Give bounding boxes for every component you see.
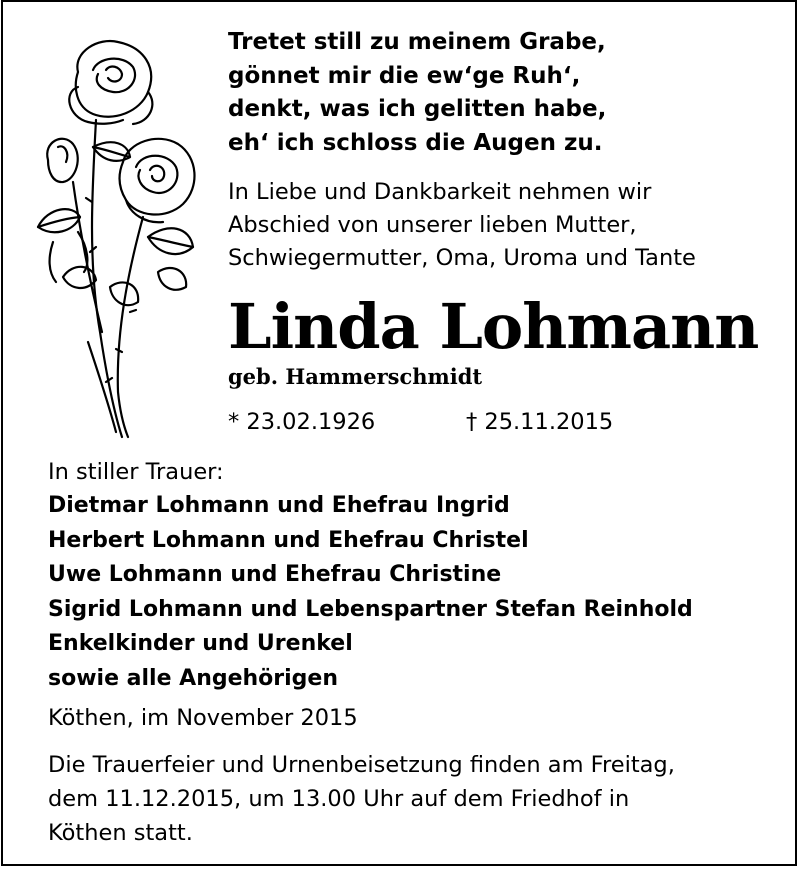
intro-line: Abschied von unserer lieben Mutter, [228,212,637,238]
mourner-entry: Uwe Lohmann und Ehefrau Christine [48,562,502,588]
mourner-entry: Enkelkinder und Urenkel [48,631,353,657]
poem [228,26,606,160]
mourning-heading: In stiller Trauer: [48,459,224,485]
mourner-entry: sowie alle Angehörigen [48,665,339,691]
mourner-entry: Herbert Lohmann und Ehefrau Christel [48,527,529,553]
poem-line: eh‘ ich schloss die Augen zu. [228,129,603,156]
intro-text [228,176,696,275]
funeral-notice-line: Die Trauerfeier und Urnenbeisetzung finden am Freitag, [48,752,675,778]
poem-line: Tretet still zu meinem Grabe, [228,29,606,55]
funeral-notice-line: Köthen statt. [48,820,193,846]
poem-line: denkt, was ich gelitten habe, [228,96,607,122]
funeral-notice [48,748,675,850]
death-date: † 25.11.2015 [466,409,614,435]
mourners-list [48,489,693,697]
birth-date: * 23.02.1926 [228,409,376,435]
maiden-name: geb. Hammerschmidt [228,364,483,389]
intro-line: Schwiegermutter, Oma, Uroma und Tante [228,245,696,271]
place-date: Köthen, im November 2015 [48,705,358,731]
deceased-name: Linda Lohmann [228,290,759,363]
funeral-notice-line: dem 11.12.2015, um 13.00 Uhr auf dem Friedhof in [48,786,630,812]
poem-line: gönnet mir die ew‘ge Ruh‘, [228,62,581,89]
rose-illustration-icon [18,32,208,442]
intro-line: In Liebe und Dankbarkeit nehmen wir [228,179,652,205]
mourner-entry: Sigrid Lohmann und Lebenspartner Stefan Reinhold [48,596,693,622]
mourner-entry: Dietmar Lohmann und Ehefrau Ingrid [48,493,510,518]
